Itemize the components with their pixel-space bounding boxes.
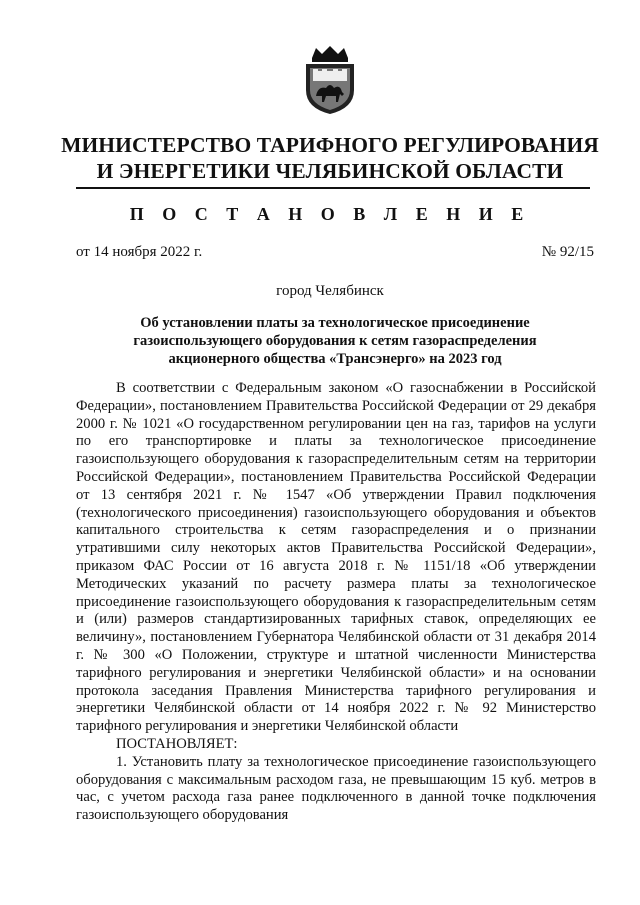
chelyabinsk-coat-of-arms-icon xyxy=(300,44,360,116)
item-1-paragraph: 1. Установить плату за технологическое присоединение газоиспользующего оборудования с максимальным расходом газа, не превышающим 15 куб. метров в час, с учетом расхода газа ранее подключенного в данной точке подключения газоиспользующего оборудования xyxy=(76,753,596,824)
document-date: от 14 ноября 2022 г. xyxy=(76,244,203,260)
decree-word: ПОСТАНОВЛЯЕТ: xyxy=(116,735,238,752)
document-number: № 92/15 xyxy=(541,244,594,260)
document-body xyxy=(76,380,596,825)
ministry-name-line1: МИНИСТЕРСТВО ТАРИФНОГО РЕГУЛИРОВАНИЯ xyxy=(61,133,599,157)
document-type-title: П О С Т А Н О В Л Е Н И Е xyxy=(129,204,531,224)
ministry-name-line2: И ЭНЕРГЕТИКИ ЧЕЛЯБИНСКОЙ ОБЛАСТИ xyxy=(96,159,564,183)
header-divider xyxy=(76,187,590,189)
ministry-name xyxy=(60,132,600,184)
preamble-paragraph: В соответствии с Федеральным законом «О газоснабжении в Российской Федерации», постановлением Правительства Российской Федерации от 29 декабря 2000 г. № 1021 «О государственном регулировании цен на газ, тарифов на услуги по его транспортировке и платы за технологическое присоединение газоиспользующего оборудования к газораспределительным сетям на территории Российской Федерации», постановлением Правительства Российской Федерации от 13 сентября 2021 г. № 1547 «Об утверждении Правил подключения (технологического присоединения) газоиспользующего оборудования и объектов капитального строительства к сетям газораспределения и о признании утратившими силу некоторых актов Правительства Российской Федерации», приказом ФАС России от 16 августа 2018 г. № 1151/18 «Об утверждении Методических указаний по расчету размера платы за технологическое присоединение газоиспользующего оборудования к газораспределительным сетям и (или) размеров стандартизированных тарифных ставок, определяющих ее величину», постановлением Губернатора Челябинской области от 31 декабря 2014 г. № 300 «О Положении, структуре и штатной численности Министерства тарифного регулирования и энергетики Челябинской области» и на основании протокола заседания Правления Министерства тарифного регулирования и энергетики Челябинской области от 14 ноября 2022 г. № 92 Министерство тарифного регулирования и энергетики Челябинской области xyxy=(76,380,596,735)
document-city: город Челябинск xyxy=(276,283,384,299)
document-subject: Об установлении платы за технологическое присоединение газоиспользующего оборудования к сетям газораспределения акционерного общества «Трансэнерго» на 2023 год xyxy=(133,315,537,367)
